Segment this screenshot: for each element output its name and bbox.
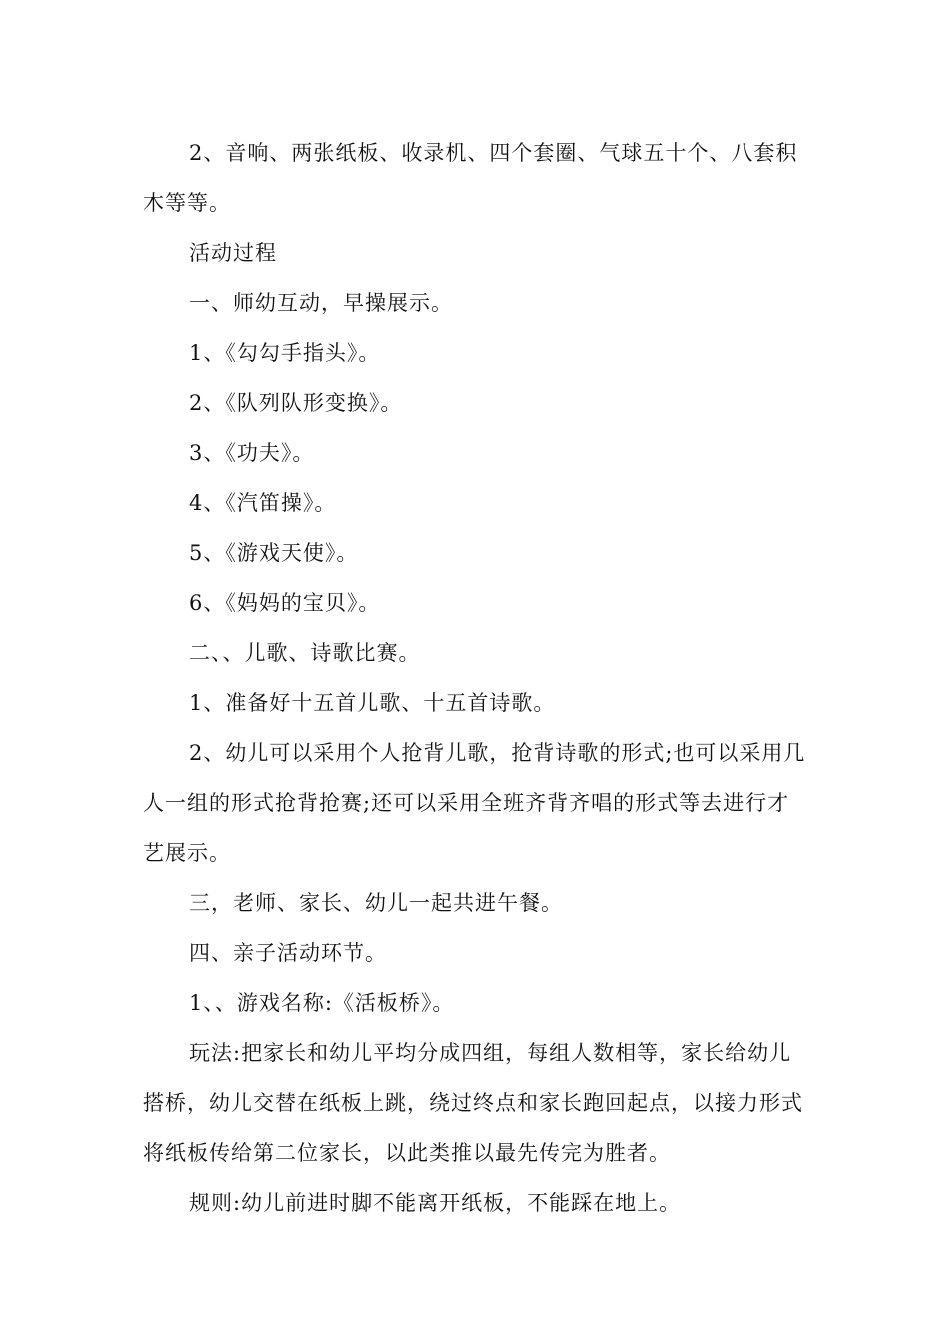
game-name: 1、、游戏名称:《活板桥》。 <box>189 991 455 1015</box>
paragraph-materials: 2、音响、两张纸板、收录机、四个套圈、气球五十个、八套积木等等。 <box>143 141 798 215</box>
section-heading-3: 三，老师、家长、幼儿一起共进午餐。 <box>189 891 563 915</box>
list-item: 4、《汽笛操》。 <box>189 491 337 515</box>
list-item: 6、《妈妈的宝贝》。 <box>189 591 381 615</box>
list-item: 2、《队列队形变换》。 <box>189 391 403 415</box>
section-heading-2: 二、、儿歌、诗歌比赛。 <box>189 641 421 665</box>
section-heading-4: 四、亲子活动环节。 <box>189 941 387 965</box>
list-item: 1、准备好十五首儿歌、十五首诗歌。 <box>189 691 556 715</box>
section-heading-1: 一、师幼互动，早操展示。 <box>189 291 453 315</box>
document-body <box>143 128 808 1228</box>
list-item: 2、幼儿可以采用个人抢背儿歌，抢背诗歌的形式;也可以采用几人一组的形式抢背抢赛;还可以采用全班齐背齐唱的形式等去进行才艺展示。 <box>143 741 806 865</box>
game-rules-play: 玩法:把家长和幼儿平均分成四组，每组人数相等，家长给幼儿搭桥，幼儿交替在纸板上跳，绕过终点和家长跑回起点，以接力形式将纸板传给第二位家长，以此类推以最先传完为胜者。 <box>143 1041 803 1165</box>
game-rules: 规则:幼儿前进时脚不能离开纸板，不能踩在地上。 <box>189 1191 682 1215</box>
list-item: 5、《游戏天使》。 <box>189 541 359 565</box>
list-item: 1、《勾勾手指头》。 <box>189 341 381 365</box>
list-item: 3、《功夫》。 <box>189 441 315 465</box>
heading-activity-process: 活动过程 <box>189 241 277 265</box>
